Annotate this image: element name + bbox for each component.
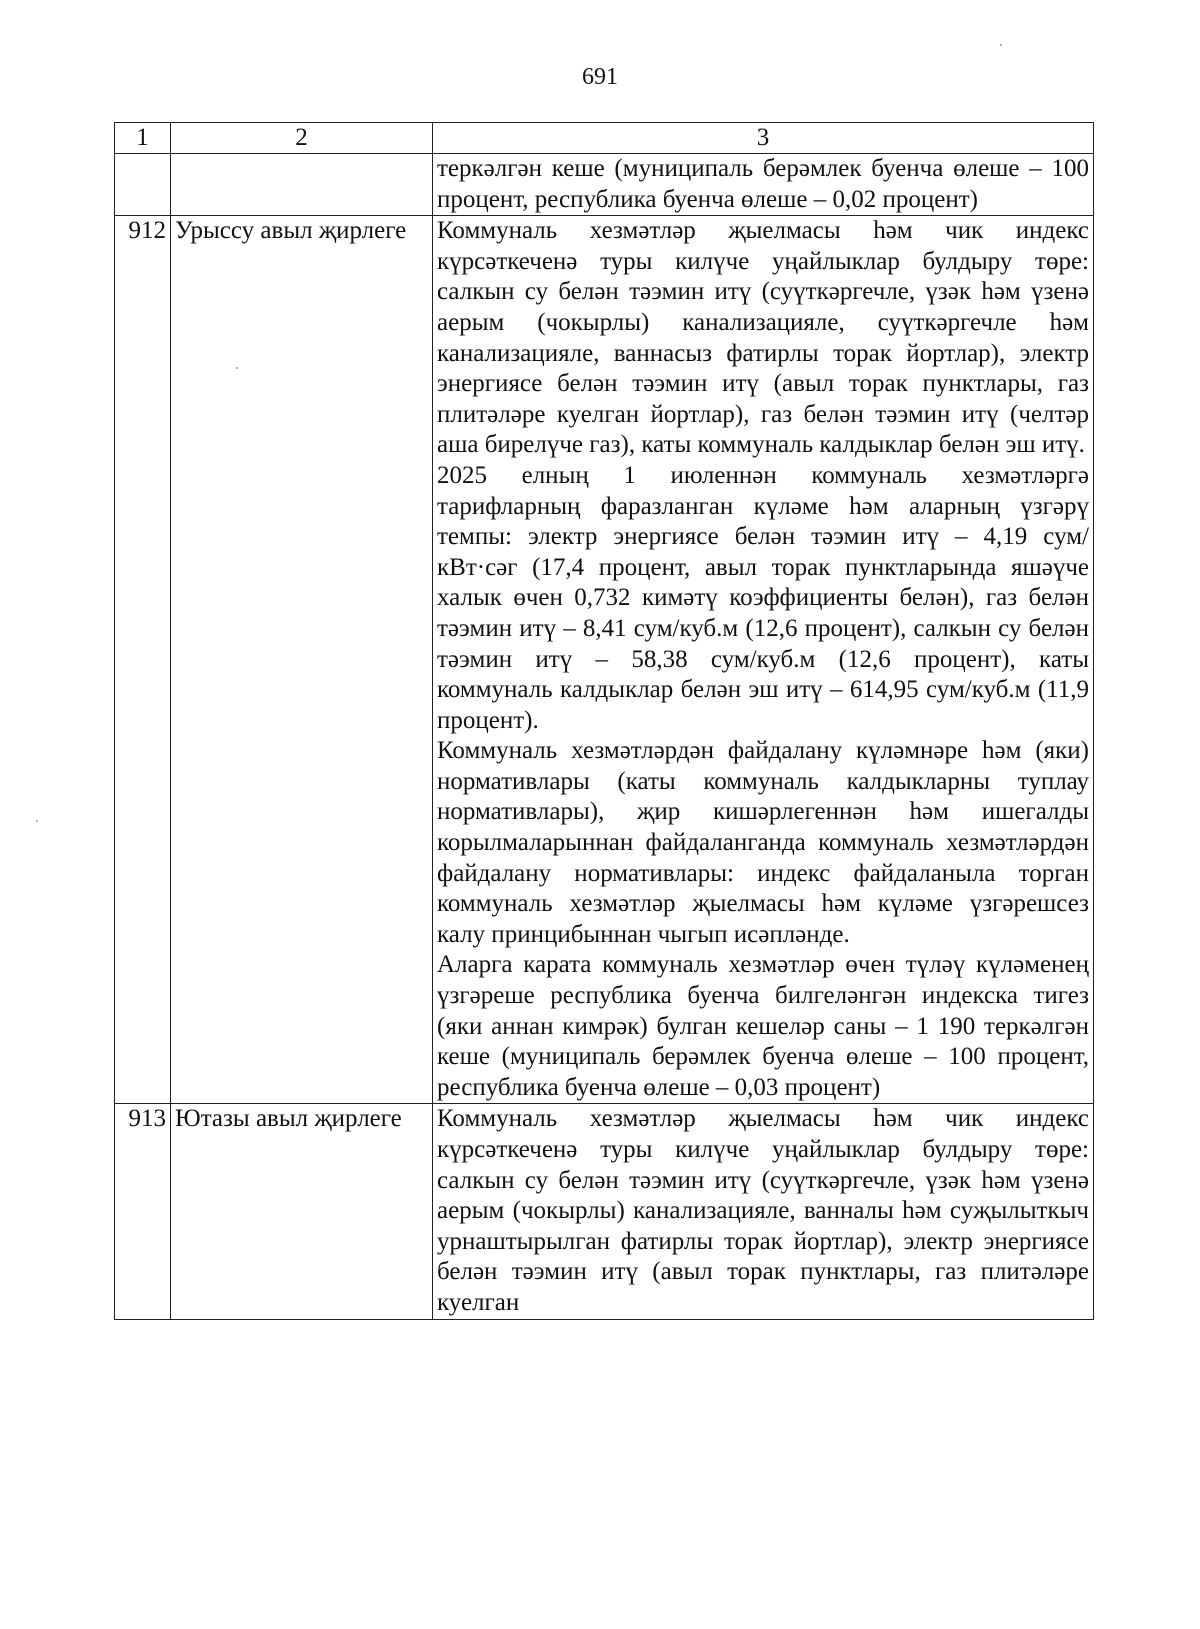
column-header-2: 2: [171, 123, 433, 154]
page-number: 691: [582, 64, 618, 90]
table-header-row: [115, 123, 1094, 154]
description-paragraph: Коммуналь хезмәтләр җыелмасы һәм чик индекс күрсәткеченә туры килүче уңайлыклар булдыру төре: салкын су белән тәэмин итү (суүткәргечле, үзәк һәм үзенә аерым (чокырлы) канализацияле, ванналы һәм суҗылыткыч урнаштырылган фатирлы торак йортлар), электр энергиясе белән тәэмин итү (авыл торак пунктлары, газ плитәләре куелган: [437, 1105, 1089, 1316]
description-paragraph: Коммуналь хезмәтләрдән файдалану күләмнәре һәм (яки) нормативлары (каты коммуналь калдыкларны туплау нормативлары), җир кишәрлегеннән һәм ишегалды корылмаларыннан файдаланганда коммуналь хезмәтләрдән файдалану нормативлары: индекс файдаланыла торган коммуналь хезмәтләр җыелмасы һәм күләме үзгәрешсез калу принцибыннан чыгып исәпләнде.: [437, 737, 1089, 948]
description-paragraph: Аларга карата коммуналь хезмәтләр өчен түләү күләменең үзгәреше республика буенча билгеләнгән индекска тигез (яки аннан кимрәк) булган кешеләр саны – 1 190 теркәлгән кеше (муниципаль берәмлек буенча өлеше – 100 процент, республика буенча өлеше – 0,03 процент): [437, 951, 1089, 1101]
tariff-table: [114, 122, 1094, 1320]
table-row: [115, 154, 1094, 216]
description-paragraph: Коммуналь хезмәтләр җыелмасы һәм чик индекс күрсәткеченә туры килүче уңайлыклар булдыру төре: салкын су белән тәэмин итү (суүткәргечле, үзәк һәм үзенә аерым (чокырлы) канализацияле, суүткәргечле һәм канализацияле, ваннасыз фатирлы торак йортлар), электр энергиясе белән тәэмин итү (авыл торак пунктлары, газ плитәләре куелган йортлар), газ белән тәэмин итү (челтәр аша бирелүче газ), каты коммуналь калдыклар белән эш итү.: [437, 217, 1089, 459]
description-cell: [433, 216, 1094, 1104]
settlement-name: Урыссу авыл җирлеге: [171, 216, 433, 1104]
description-paragraph: 2025 елның 1 июленнән коммуналь хезмәтләргә тарифларның фаразланган күләме һәм аларның үзгәрү темпы: электр энергиясе белән тәэмин итү – 4,19 сум/кВт·сәг (17,4 процент, авыл торак пунктларында яшәүче халык өчен 0,732 кимәтү коэффициенты белән), газ белән тәэмин итү – 8,41 сум/куб.м (12,6 процент), салкын су белән тәэмин итү – 58,38 сум/куб.м (12,6 процент), каты коммуналь калдыклар белән эш итү – 614,95 сум/куб.м (11,9 процент).: [437, 461, 1089, 734]
row-number: [115, 154, 171, 216]
row-number: 913: [115, 1104, 171, 1319]
column-header-3: 3: [433, 123, 1094, 154]
scan-speck: [236, 367, 238, 369]
settlement-name: Ютазы авыл җирлеге: [171, 1104, 433, 1319]
description-paragraph: теркәлгән кеше (муниципаль берәмлек буенча өлеше – 100 процент, республика буенча өлеше – 0,02 процент): [437, 155, 1089, 213]
description-cell: [433, 1104, 1094, 1319]
column-header-1: 1: [115, 123, 171, 154]
settlement-name: [171, 154, 433, 216]
table-row: [115, 216, 1094, 1104]
row-number: 912: [115, 216, 171, 1104]
description-cell: [433, 154, 1094, 216]
table-row: [115, 1104, 1094, 1319]
scan-speck: [1000, 44, 1002, 46]
scan-speck: [36, 820, 38, 822]
